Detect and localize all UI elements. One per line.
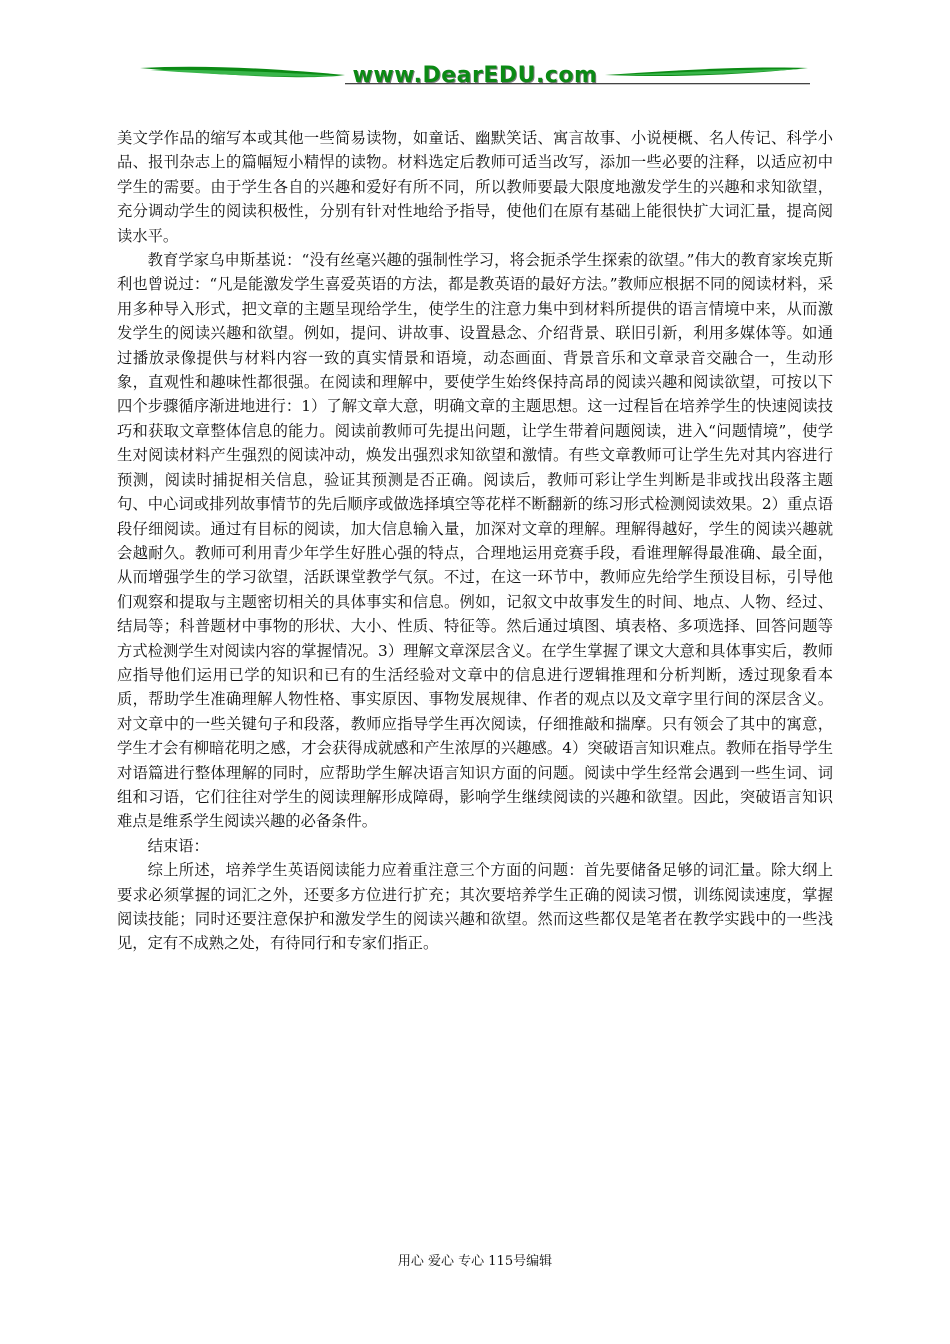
site-logo-text: www.DearEDU.com (352, 63, 598, 88)
section-heading-conclusion: 结束语： (147, 836, 209, 855)
article-body (117, 126, 833, 956)
paragraph-1: 美文学作品的缩写本或其他一些简易读物，如童话、幽默笑话、寓言故事、小说梗概、名人传记、科学小品、报刊杂志上的篇幅短小精悍的读物。材料选定后教师可适当改写，添加一些必要的注释，以适应初中学生的需要。由于学生各自的兴趣和爱好有所不同，所以教师要最大限度地激发学生的兴趣和求知欲望，充分调动学生的阅读积极性，分别有针对性地给予指导，使他们在原有基础上能很快扩大词汇量，提高阅读水平。 (117, 129, 833, 245)
page-header (140, 60, 810, 96)
paragraph-2: 教育学家乌申斯基说：“没有丝毫兴趣的强制性学习，将会扼杀学生探索的欲望。”伟大的教育家埃克斯利也曾说过：“凡是能激发学生喜爱英语的方法，都是教英语的最好方法。”教师应根据不同的阅读材料，采用多种导入形式，把文章的主题呈现给学生，使学生的注意力集中到材料所提供的语言情境中来，从而激发学生的阅读兴趣和欲望。例如，提问、讲故事、设置悬念、介绍背景、联旧引新，利用多媒体等。如通过播放录像提供与材料内容一致的真实情景和语境，动态画面、背景音乐和文章录音交融合一，生动形象，直观性和趣味性都很强。在阅读和理解中，要使学生始终保持高昂的阅读兴趣和阅读欲望，可按以下四个步骤循序渐进地进行：1）了解文章大意，明确文章的主题思想。这一过程旨在培养学生的快速阅读技巧和获取文章整体信息的能力。阅读前教师可先提出问题，让学生带着问题阅读，进入“问题情境”，使学生对阅读材料产生强烈的阅读冲动，焕发出强烈求知欲望和激情。有些文章教师可让学生先对其内容进行预测，阅读时捕捉相关信息，验证其预测是否正确。阅读后，教师可彩让学生判断是非或找出段落主题句、中心词或排列故事情节的先后顺序或做选择填空等花样不断翻新的练习形式检测阅读效果。2）重点语段仔细阅读。通过有目标的阅读，加大信息输入量，加深对文章的理解。理解得越好，学生的阅读兴趣就会越耐久。教师可利用青少年学生好胜心强的特点，合理地运用竞赛手段，看谁理解得最准确、最全面，从而增强学生的学习欲望，活跃课堂教学气氛。不过，在这一环节中，教师应先给学生预设目标，引导他们观察和提取与主题密切相关的具体事实和信息。例如，记叙文中故事发生的时间、地点、人物、经过、结局等；科普题材中事物的形状、大小、性质、特征等。然后通过填图、填表格、多项选择、回答问题等方式检测学生对阅读内容的掌握情况。3）理解文章深层含义。在学生掌握了课文大意和具体事实后，教师应指导他们运用已学的知识和已有的生活经验对文章中的信息进行逻辑推理和分析判断，透过现象看本质，帮助学生准确理解人物性格、事实原因、事物发展规律、作者的观点以及文章字里行间的深层含义。对文章中的一些关键句子和段落，教师应指导学生再次阅读，仔细推敲和揣摩。只有领会了其中的寓意，学生才会有柳暗花明之感，才会获得成就感和产生浓厚的兴趣感。4）突破语言知识难点。教师在指导学生对语篇进行整体理解的同时，应帮助学生解决语言知识方面的问题。阅读中学生经常会遇到一些生词、词组和习语，它们往往对学生的阅读理解形成障碍，影响学生继续阅读的兴趣和欲望。因此，突破语言知识难点是维系学生阅读兴趣的必备条件。 (117, 251, 833, 831)
paragraph-4: 综上所述，培养学生英语阅读能力应着重注意三个方面的问题：首先要储备足够的词汇量。除大纲上要求必须掌握的词汇之外，还要多方位进行扩充；其次要培养学生正确的阅读习惯，训练阅读速度，掌握阅读技能；同时还要注意保护和激发学生的阅读兴趣和欲望。然而这些都仅是笔者在教学实践中的一些浅见，定有不成熟之处，有待同行和专家们指正。 (117, 861, 833, 953)
page-footer: 用心 爱心 专心 115号编辑 (397, 1254, 553, 1269)
